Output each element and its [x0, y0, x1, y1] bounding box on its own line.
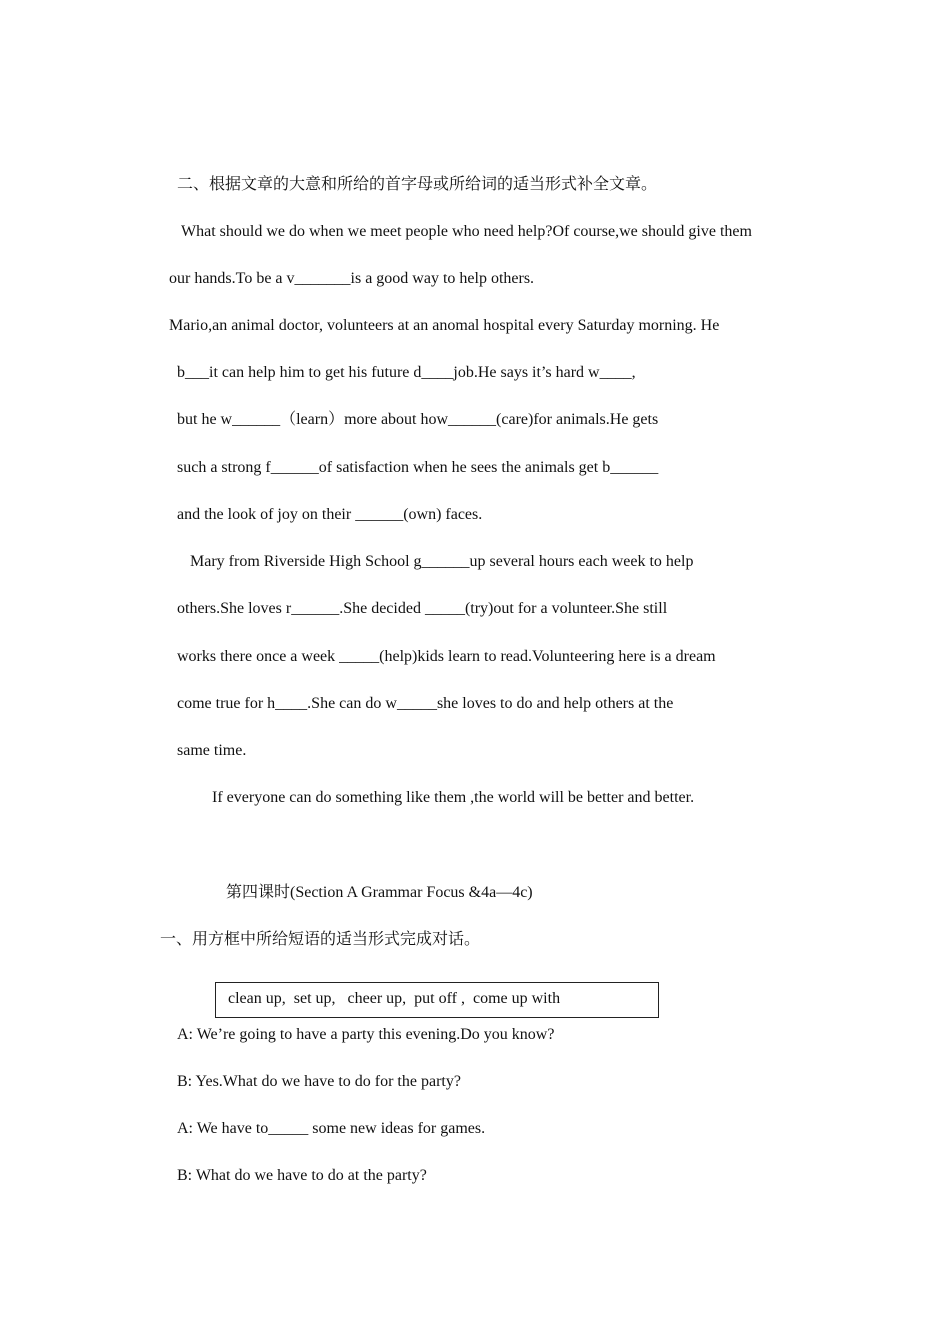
passage-line: If everyone can do something like them ,the world will be better and better.: [212, 789, 695, 806]
passage-line: What should we do when we meet people who need help?Of course,we should give them: [181, 223, 752, 240]
dialogue-line: B: Yes.What do we have to do for the party?: [177, 1073, 461, 1090]
passage-line: Mario,an animal doctor, volunteers at an anomal hospital every Saturday morning. He: [169, 317, 720, 334]
passage-line: such a strong f______of satisfaction when he sees the animals get b______: [177, 459, 659, 476]
phrase-list: clean up, set up, cheer up, put off , come up with: [228, 990, 561, 1007]
passage-line: works there once a week _____(help)kids learn to read.Volunteering here is a dream: [177, 648, 716, 665]
passage-line: but he w______（learn）more about how______(care)for animals.He gets: [177, 411, 659, 428]
section-heading: 二、根据文章的大意和所给的首字母或所给词的适当形式补全文章。: [177, 176, 658, 193]
passage-line: come true for h____.She can do w_____she loves to do and help others at the: [177, 695, 674, 712]
lesson-title: 第四课时(Section A Grammar Focus &4a—4c): [226, 884, 533, 901]
passage-line: same time.: [177, 742, 247, 759]
passage-line: Mary from Riverside High School g______up several hours each week to help: [190, 553, 694, 570]
passage-line: others.She loves r______.She decided _____(try)out for a volunteer.She still: [177, 600, 668, 617]
passage-line: b___it can help him to get his future d____job.He says it’s hard w____,: [177, 364, 636, 381]
dialogue-line: B: What do we have to do at the party?: [177, 1167, 427, 1184]
passage-line: and the look of joy on their ______(own) faces.: [177, 506, 483, 523]
exercise-heading: 一、用方框中所给短语的适当形式完成对话。: [160, 931, 481, 948]
dialogue-line: A: We have to_____ some new ideas for games.: [177, 1120, 486, 1137]
passage-line: our hands.To be a v_______is a good way to help others.: [169, 270, 535, 287]
phrase-box: [215, 982, 659, 1018]
dialogue-line: A: We’re going to have a party this evening.Do you know?: [177, 1026, 555, 1043]
